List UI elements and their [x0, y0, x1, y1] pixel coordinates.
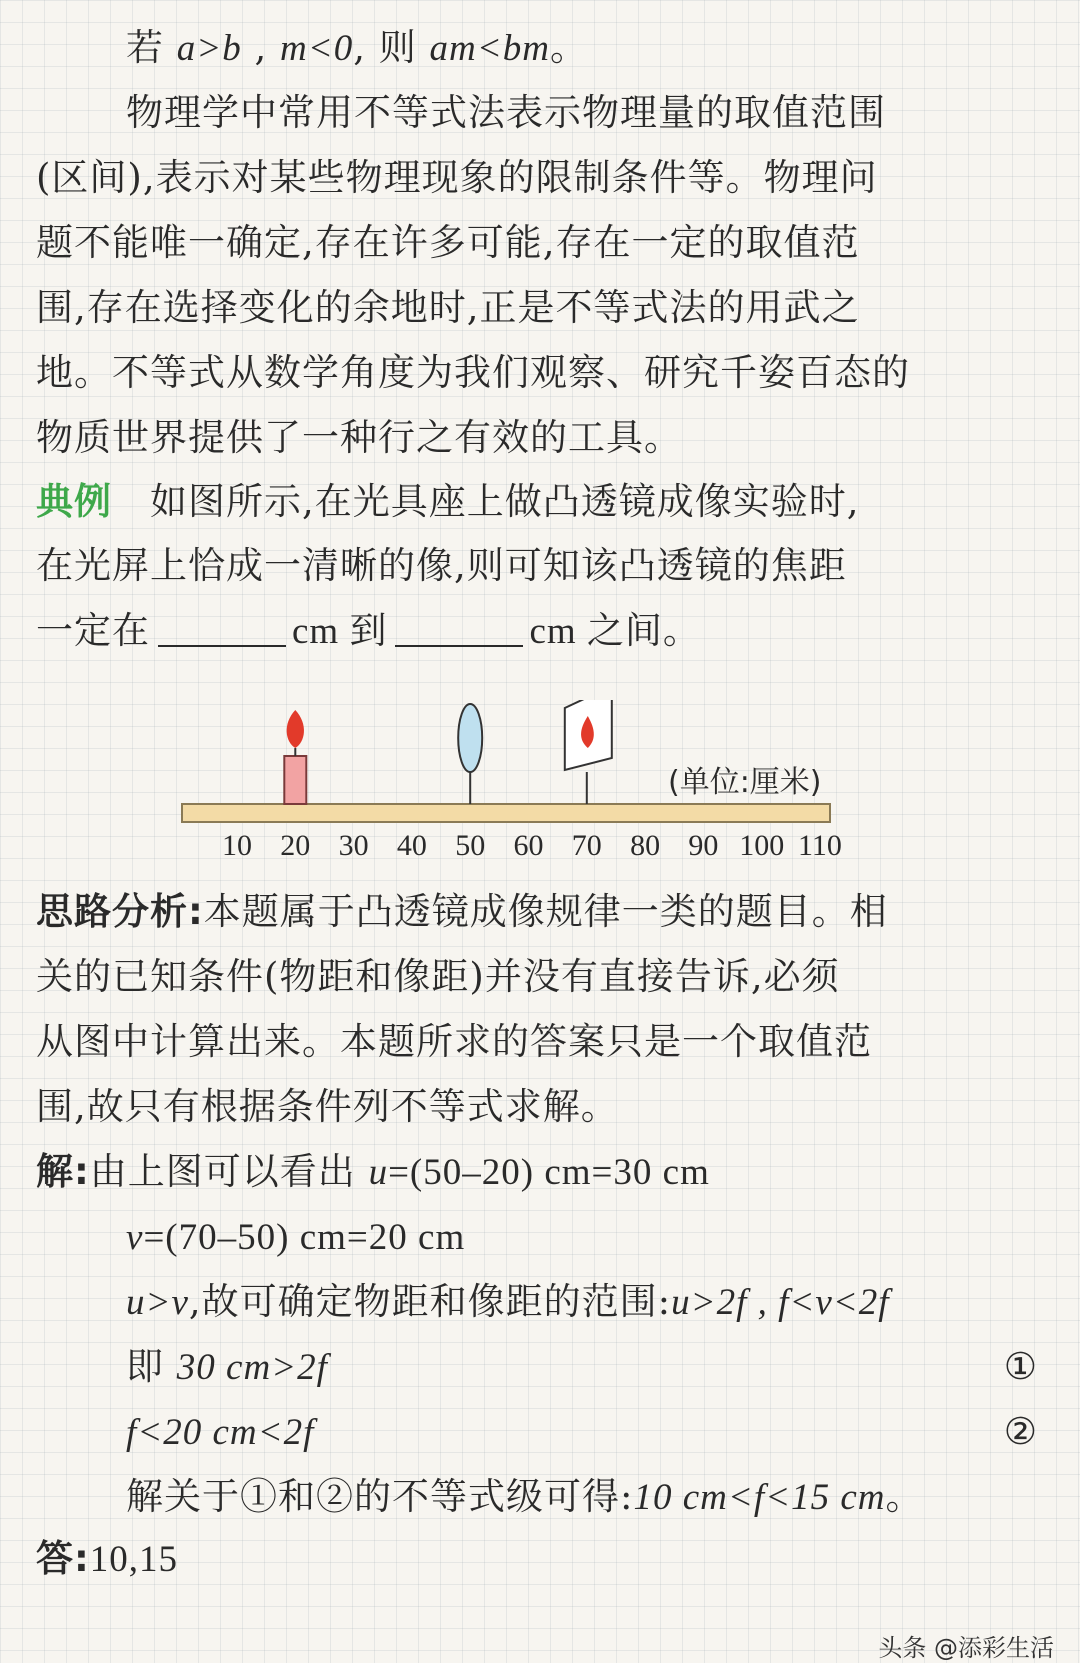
tick-label-50: 50: [455, 829, 486, 862]
example-label: 典例: [36, 479, 112, 523]
paragraph-line-2: (区间),表示对某些物理现象的限制条件等。物理问: [36, 156, 878, 199]
answer-blank-1[interactable]: [158, 605, 286, 647]
tick-label-30: 30: [338, 829, 369, 862]
tick-label-40: 40: [396, 829, 427, 862]
answer-blank-2[interactable]: [395, 605, 523, 647]
tick-label-80: 80: [630, 829, 661, 862]
convex-lens: [458, 704, 482, 772]
math-m-lt-0: m<0: [280, 28, 354, 69]
blank-suffix: cm 之间。: [529, 611, 701, 652]
unit-label: (单位:厘米): [668, 765, 822, 800]
tick-label-70: 70: [571, 829, 602, 862]
solution-line-6: [126, 1462, 1056, 1532]
analysis-line-2: 关的已知条件(物距和像距)并没有直接告诉,必须: [36, 955, 840, 998]
math-a-gt-b: a>b: [176, 28, 242, 69]
example-line-1: [36, 466, 1056, 536]
intro-prefix: 若: [126, 26, 177, 69]
tick-label-20: 20: [280, 829, 311, 862]
tick-label-90: 90: [688, 829, 719, 862]
circled-one-marker: ①: [1003, 1345, 1038, 1388]
example-line-2: 在光屏上恰成一清晰的像,则可知该凸透镜的焦距: [36, 544, 847, 587]
analysis-line-1: [36, 877, 1056, 947]
solution-v-calc: =(70–50) cm=20 cm: [143, 1217, 466, 1258]
intro-line: [126, 13, 1056, 83]
solution-text-1: 由上图可以看出: [89, 1150, 369, 1193]
paragraph-line-3: 题不能唯一确定,存在许多可能,存在一定的取值范: [36, 221, 860, 264]
solution-end: 。: [885, 1475, 924, 1518]
math-u-gt-v: u>v: [126, 1282, 189, 1323]
analysis-text-1: 本题属于凸透镜成像规律一类的题目。相: [203, 890, 888, 933]
solution-u-calc: =(50–20) cm=30 cm: [388, 1152, 710, 1193]
candle-body: [284, 756, 306, 804]
blank-prefix: 一定在: [36, 609, 150, 652]
blank-mid: cm 到: [292, 611, 388, 652]
intro-sep: ,: [241, 26, 281, 69]
solution-text-3: ,故可确定物距和像距的范围:: [188, 1280, 672, 1323]
watermark: 头条 @添彩生活: [878, 1634, 1054, 1662]
example-text-1: 如图所示,在光具座上做凸透镜成像实验时,: [150, 480, 860, 523]
analysis-line-4: 围,故只有根据条件列不等式求解。: [36, 1085, 619, 1128]
math-ineq-1: 30 cm>2f: [176, 1347, 328, 1388]
math-am-lt-bm: am<bm: [429, 28, 550, 69]
tick-label-10: 10: [222, 829, 252, 862]
analysis-line-3: 从图中计算出来。本题所求的答案只是一个取值范: [36, 1020, 872, 1063]
solution-text-6: 解关于①和②的不等式级可得:: [126, 1475, 634, 1518]
paragraph-line-5: 地。不等式从数学角度为我们观察、研究千姿百态的: [36, 351, 910, 394]
math-result: 10 cm<f<15 cm: [633, 1477, 886, 1518]
answer-line: [36, 1524, 1056, 1594]
math-v: v: [126, 1217, 144, 1258]
paragraph-line-4: 围,存在选择变化的余地时,正是不等式法的用武之: [36, 286, 860, 329]
solution-line-3: [126, 1267, 1056, 1337]
bench-rail: [182, 804, 830, 822]
answer-label: 答:: [36, 1537, 90, 1580]
intro-end: 。: [549, 26, 588, 69]
tick-label-100: 100: [739, 829, 785, 862]
paragraph-line-1: 物理学中常用不等式法表示物理量的取值范围: [126, 91, 886, 134]
tick-label-60: 60: [513, 829, 544, 862]
solution-label: 解:: [36, 1150, 90, 1193]
paragraph-line-6: 物质世界提供了一种行之有效的工具。: [36, 416, 682, 459]
solution-line-4: [126, 1332, 1056, 1402]
solution-line-2: [126, 1202, 1056, 1272]
candle-flame: [287, 710, 304, 748]
answer-value: 10,15: [89, 1539, 179, 1580]
circled-two-marker: ②: [1003, 1410, 1038, 1453]
solution-line-5: [126, 1397, 1056, 1467]
math-ineq-2: f<20 cm<2f: [126, 1412, 315, 1453]
solution-line-1: [36, 1137, 1056, 1207]
tick-label-110: 110: [798, 829, 842, 862]
example-line-3: [36, 596, 1056, 666]
solution-text-4: 即: [126, 1345, 177, 1388]
math-range: u>2f , f<v<2f: [671, 1282, 890, 1323]
analysis-label: 思路分析:: [36, 890, 204, 933]
math-u: u: [368, 1152, 389, 1193]
intro-then: , 则: [353, 26, 430, 69]
